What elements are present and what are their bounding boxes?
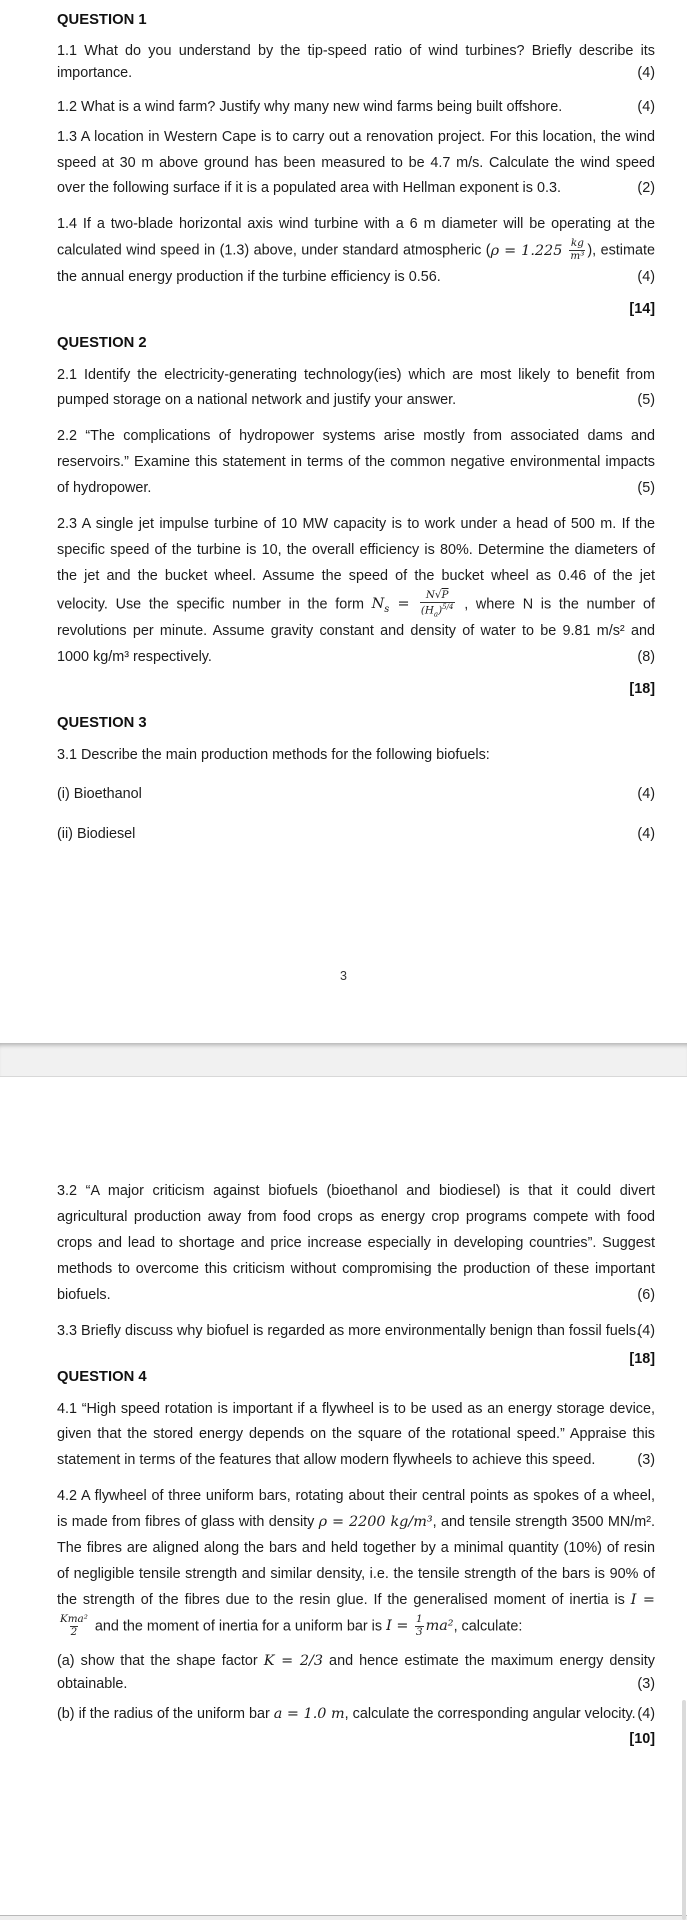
question-3-3-mark: (4) bbox=[637, 1322, 655, 1339]
inertia-lhs: I = bbox=[630, 1591, 655, 1608]
question-1-4-text-post: ), estimate the annual energy production if the turbine efficiency is 0.56. bbox=[57, 242, 655, 285]
ns-equals: = bbox=[389, 596, 418, 613]
question-2-2-text: 2.2 “The complications of hydropower systems arise mostly from associated dams and reservoirs.” Examine this statement in terms of the common negative environmental impacts of hydropower. bbox=[57, 428, 655, 497]
fraction-numerator: kg bbox=[570, 237, 584, 250]
question-1-total: [14] bbox=[629, 300, 655, 317]
question-2-1 bbox=[57, 363, 655, 415]
question-1-2 bbox=[57, 95, 655, 121]
fraction-denominator: m³ bbox=[570, 250, 585, 263]
inertia-formula-bar bbox=[386, 1612, 454, 1638]
question-4-2a-mark: (3) bbox=[637, 1675, 655, 1692]
question-4-2b-mark: (4) bbox=[637, 1705, 655, 1722]
ns-fraction-denominator bbox=[420, 602, 455, 619]
bioethanol-label: (i) Bioethanol bbox=[57, 786, 142, 803]
question-4-2-text-post: , calculate: bbox=[453, 1618, 523, 1635]
question-1-4-text-pre: 1.4 If a two-blade horizontal axis wind turbine with a 6 m diameter will be operating at the calculated wind speed in (1.3) above, under standard atmospheric ( bbox=[57, 216, 655, 259]
question-3-2-mark: (6) bbox=[637, 1286, 655, 1303]
question-1-3-text: 1.3 A location in Western Cape is to carry out a renovation project. For this location, the wind speed at 30 m above ground has been measured to be 4.7 m/s. Calculate the wind speed over the following surface if it is a populated area with Hellman exponent is 0.3. bbox=[57, 128, 655, 197]
question-1-2-mark: (4) bbox=[637, 98, 655, 115]
question-4-2-text-mid2: and the moment of inertia for a uniform bar is bbox=[90, 1618, 387, 1635]
density-formula bbox=[490, 237, 588, 263]
density-equation: ρ = 2200 kg/m³ bbox=[318, 1514, 433, 1531]
question-2-3-mark: (8) bbox=[637, 648, 655, 665]
ns-fraction bbox=[420, 590, 455, 619]
question-1-1-mark: (4) bbox=[637, 65, 655, 82]
next-page-separator bbox=[0, 1915, 687, 1920]
question-4-1 bbox=[57, 1397, 655, 1475]
num-n: N bbox=[425, 588, 435, 601]
question-1-4 bbox=[57, 212, 655, 290]
biodiesel-mark: (4) bbox=[637, 826, 655, 843]
question-4-2b-text-post: , calculate the corresponding angular velocity. bbox=[344, 1705, 636, 1722]
den-subscript-a: a bbox=[433, 609, 439, 619]
question-2-1-mark: (5) bbox=[637, 392, 655, 409]
question-3-2-text: 3.2 “A major criticism against biofuels (bioethanol and biodiesel) is that it could divert agricultural production away from food crops as energy crop programs compete with food crops and lead to shortage and price increase especially in developing countries”. Suggest methods to overcome this criticism without compromising the production of these important biofuels. bbox=[57, 1183, 655, 1303]
question-2-3-text-pre: 2.3 A single jet impulse turbine of 10 MW capacity is to work under a head of 500 m. If the specific speed of the turbine is 10, the overall efficiency is 80%. Determine the diameters of the jet and the bucket wheel. Assume the speed of the bucket wheel as 0.46 of the jet velocity. Use the specific number in the form bbox=[57, 516, 655, 613]
question-3-1 bbox=[57, 743, 655, 769]
kg-per-m3-fraction bbox=[569, 238, 585, 263]
scrollbar-thumb[interactable] bbox=[682, 1700, 686, 1920]
question-4-1-mark: (3) bbox=[637, 1452, 655, 1469]
question-3-1-ii bbox=[57, 822, 655, 848]
question-1-1 bbox=[57, 40, 655, 85]
page-4 bbox=[0, 1077, 687, 1915]
question-1-heading: QUESTION 1 bbox=[57, 12, 147, 28]
rho-symbol: ρ bbox=[490, 242, 500, 259]
rho-value: = 1.225 bbox=[499, 242, 568, 259]
question-4-1-text: 4.1 “High speed rotation is important if a flywheel is to be used as an energy storage device, given that the stored energy depends on the square of the rotational speed.” Appraise this statement in terms of the features that allow modern flywheels to achieve this speed. bbox=[57, 1400, 655, 1469]
radius-equation: a = 1.0 m bbox=[273, 1705, 345, 1722]
question-2-3 bbox=[57, 512, 655, 670]
ns-subscript: s bbox=[384, 604, 390, 616]
one-numerator: 1 bbox=[415, 1612, 423, 1625]
question-2-3-text-post: , where N is the number of revolutions per minute. Assume gravity constant and density of water to be 9.81 m/s² and 1000 kg/m³ respectively. bbox=[57, 596, 655, 665]
one-third-fraction bbox=[415, 1614, 424, 1639]
question-3-total: [18] bbox=[629, 1350, 655, 1367]
question-2-2 bbox=[57, 424, 655, 502]
question-1-3-mark: (2) bbox=[637, 180, 655, 197]
ns-base: N bbox=[371, 596, 385, 613]
question-4-2a bbox=[57, 1650, 655, 1695]
question-4-heading: QUESTION 4 bbox=[57, 1368, 147, 1385]
question-4-2-text-pre: 4.2 A flywheel of three uniform bars, rotating about their central points as spokes of a wheel, is made from fibres of glass with density bbox=[57, 1488, 655, 1531]
bioethanol-mark: (4) bbox=[637, 786, 655, 803]
question-2-2-mark: (5) bbox=[637, 480, 655, 497]
question-2-1-text: 2.1 Identify the electricity-generating technology(ies) which are most likely to benefit from pumped storage on a national network and justify your answer. bbox=[57, 366, 655, 409]
question-2-heading: QUESTION 2 bbox=[57, 334, 147, 351]
question-4-2-text-mid1: , and tensile strength 3500 MN/m². The fibres are aligned along the bars and held together by a minimal quantity (10%) of resin of negligible tensile strength and similar density, i.e. the tensile strength of the bars is 90% of the strength of the fibres due to the resin glue. If the generalised moment of inertia is bbox=[57, 1514, 656, 1608]
question-3-3-text: 3.3 Briefly discuss why biofuel is regarded as more environmentally benign than fossil fuels. bbox=[57, 1322, 641, 1339]
question-4-2 bbox=[57, 1484, 655, 1640]
question-2-total: [18] bbox=[629, 680, 655, 697]
question-3-1-i bbox=[57, 782, 655, 808]
question-1-4-mark: (4) bbox=[637, 268, 655, 285]
radical-sign: √ bbox=[434, 588, 442, 601]
question-1-3 bbox=[57, 125, 655, 203]
question-4-2a-text-post: and hence estimate the maximum energy density obtainable. bbox=[57, 1653, 655, 1692]
page-separator bbox=[0, 1043, 687, 1077]
question-4-2b bbox=[57, 1703, 655, 1725]
inertia-bar-lhs: I = bbox=[386, 1618, 413, 1635]
ns-fraction-numerator bbox=[425, 590, 450, 602]
shape-factor-equation: K = 2/3 bbox=[263, 1653, 323, 1670]
page-number: 3 bbox=[340, 969, 347, 983]
question-3-2 bbox=[57, 1179, 655, 1309]
den-exponent: 5/4 bbox=[442, 601, 454, 611]
question-3-1-text: 3.1 Describe the main production methods for the following biofuels: bbox=[57, 746, 490, 763]
two-denominator: 2 bbox=[70, 1625, 78, 1638]
kma2-numerator: Kma² bbox=[60, 1612, 88, 1625]
question-3-3 bbox=[57, 1319, 655, 1345]
radicand-p: P bbox=[441, 588, 449, 601]
three-denominator: 3 bbox=[415, 1625, 423, 1638]
kma2-over-2-fraction bbox=[59, 1614, 89, 1639]
den-h: (H bbox=[420, 604, 434, 617]
question-3-heading: QUESTION 3 bbox=[57, 714, 147, 731]
specific-speed-formula bbox=[371, 588, 457, 619]
question-4-2a-text-pre: (a) show that the shape factor bbox=[57, 1653, 264, 1670]
question-1-2-text: 1.2 What is a wind farm? Justify why many new wind farms being built offshore. bbox=[57, 98, 563, 115]
question-1-1-text: 1.1 What do you understand by the tip-speed ratio of wind turbines? Briefly describe its importance. bbox=[57, 43, 655, 82]
ma2-term: ma² bbox=[425, 1618, 454, 1635]
question-4-2b-text-pre: (b) if the radius of the uniform bar bbox=[57, 1705, 274, 1722]
biodiesel-label: (ii) Biodiesel bbox=[57, 826, 136, 843]
den-close-paren: ) bbox=[438, 604, 443, 617]
question-4-total: [10] bbox=[629, 1731, 655, 1748]
